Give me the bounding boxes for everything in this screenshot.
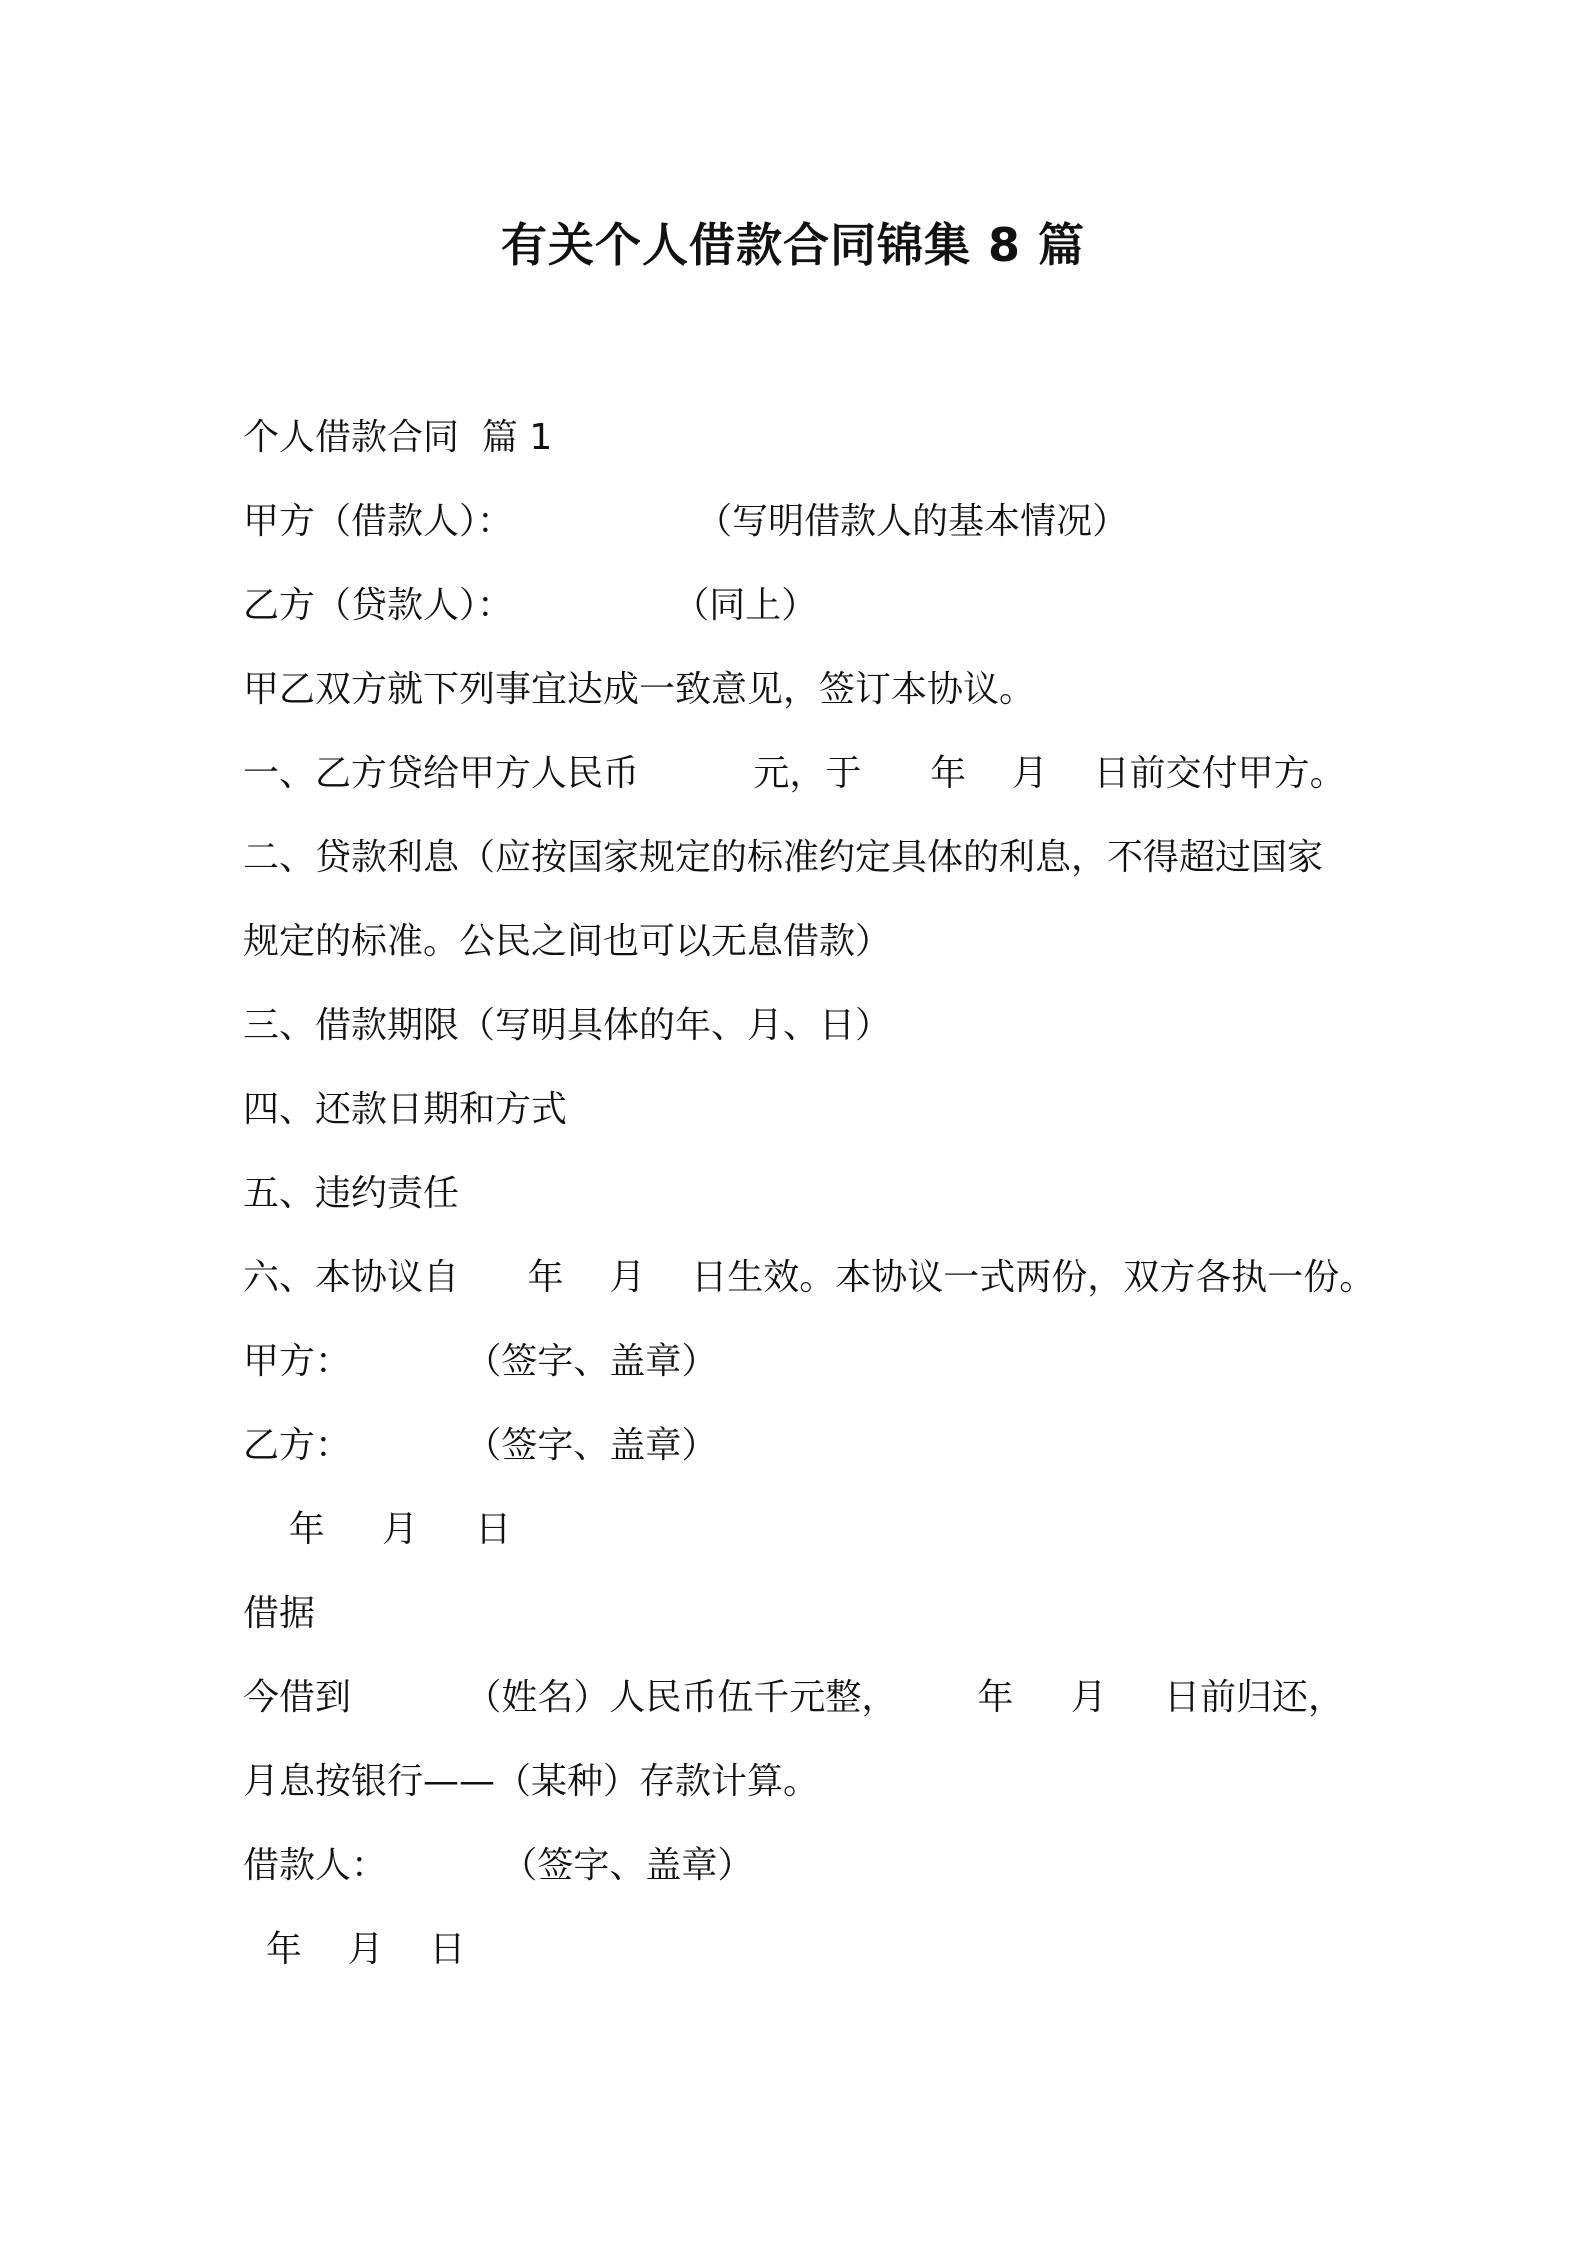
receipt-interest-line: 月息按银行——（某种）存款计算。 — [243, 1761, 820, 1802]
party-b-line: 乙方（贷款人）： （同上） — [243, 585, 818, 626]
clause-2-line: 二、贷款利息（应按国家规定的标准约定具体的利息，不得超过国家 — [243, 837, 1324, 878]
clause-1-line: 一、乙方贷给甲方人民币 元，于 年 月 日前交付甲方。 — [243, 753, 1346, 794]
clause-5-line: 五、违约责任 — [243, 1173, 460, 1214]
clause-6-line: 六、本协议自 年 月 日生效。本协议一式两份，双方各执一份。 — [243, 1257, 1376, 1298]
agreement-intro-line: 甲乙双方就下列事宜达成一致意见，签订本协议。 — [243, 669, 1036, 710]
party-b-signature-line: 乙方： （签字、盖章） — [243, 1425, 718, 1466]
party-a-line: 甲方（借款人）： （写明借款人的基本情况） — [243, 501, 1129, 542]
receipt-heading: 借据 — [243, 1593, 316, 1634]
contract-date-line: 年 月 日 — [243, 1509, 512, 1550]
document-title: 有关个人借款合同锦集 8 篇 — [500, 218, 1086, 272]
borrower-signature-line: 借款人： （签字、盖章） — [243, 1845, 754, 1886]
receipt-date-line: 年 月 日 — [243, 1929, 466, 1970]
clause-3-line: 三、借款期限（写明具体的年、月、日） — [243, 1005, 892, 1046]
party-a-signature-line: 甲方： （签字、盖章） — [243, 1341, 718, 1382]
clause-4-line: 四、还款日期和方式 — [243, 1089, 568, 1130]
section-heading-1: 个人借款合同 篇 1 — [243, 417, 553, 458]
receipt-body-line: 今借到 （姓名）人民币伍千元整， 年 月 日前归还， — [243, 1677, 1344, 1718]
clause-2-continued-line: 规定的标准。公民之间也可以无息借款） — [243, 921, 892, 962]
